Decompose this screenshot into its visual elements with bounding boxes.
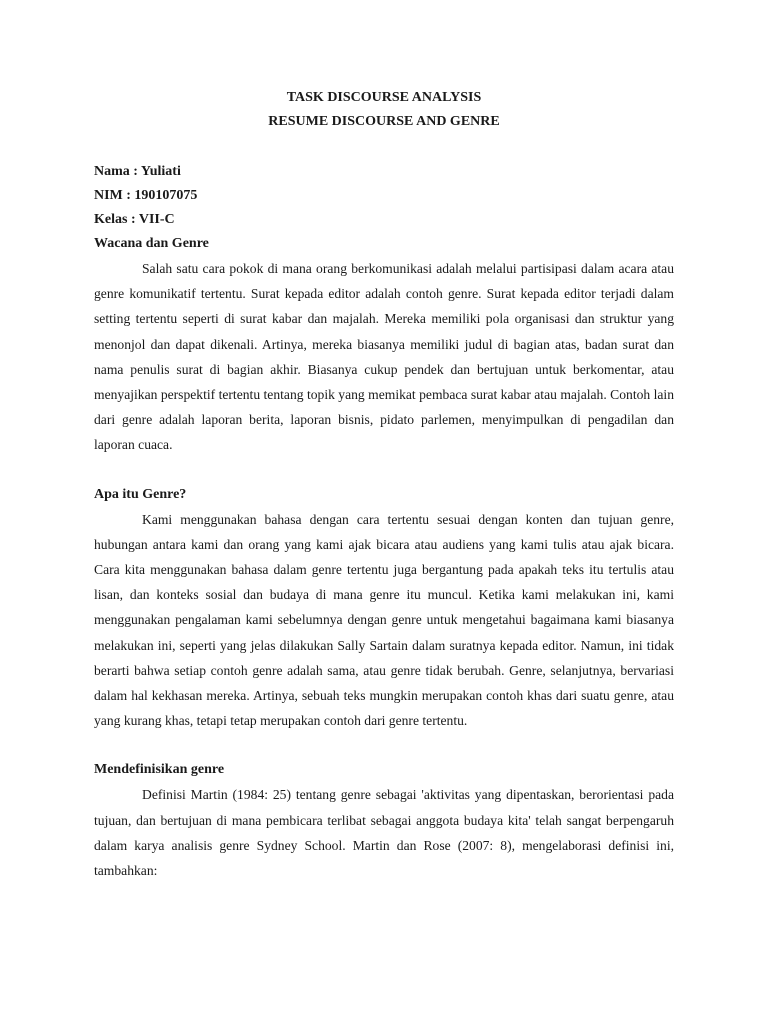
document-subtitle: RESUME DISCOURSE AND GENRE: [268, 114, 500, 129]
student-info: [94, 160, 674, 232]
student-name: Nama : Yuliati: [94, 164, 181, 179]
section-heading-wacana: Wacana dan Genre: [94, 236, 209, 251]
section-paragraph-apa-itu-genre: Kami menggunakan bahasa dengan cara tertentu sesuai dengan konten dan tujuan genre, hubungan antara kami dan orang yang kami ajak bicara atau audiens yang kami tulis atau ajak bicara. Cara kita menggunakan bahasa dalam genre tertentu juga bergantung pada apakah teks itu tertulis atau lisan, dan konteks sosial dan budaya di mana genre itu muncul. Ketika kami melakukan ini, kami menggunakan pengalaman kami sebelumnya dengan genre untuk mengetahui bagaimana kami biasanya melakukan ini, seperti yang jelas dilakukan Sally Sartain dalam suratnya kepada editor. Namun, ini tidak berarti bahwa setiap contoh genre adalah sama, atau genre tidak berubah. Genre, selanjutnya, bervariasi dalam hal kekhasan mereka. Artinya, sebuah teks mungkin merupakan contoh khas dari suatu genre, atau yang kurang khas, tetapi tetap merupakan contoh dari genre tertentu.: [94, 511, 674, 729]
section-paragraph-mendefinisikan: Definisi Martin (1984: 25) tentang genre sebagai 'aktivitas yang dipentaskan, berorientasi pada tujuan, dan bertujuan di mana pembicara terlibat sebagai anggota budaya kita' telah sangat berpengaruh dalam karya analisis genre Sydney School. Martin dan Rose (2007: 8), mengelaborasi definisi ini, tambahkan:: [94, 787, 674, 879]
section-spacer: [94, 458, 674, 483]
section-heading-mendefinisikan: Mendefinisikan genre: [94, 762, 225, 778]
student-nim: NIM : 190107075: [94, 188, 198, 203]
section-paragraph-wacana: Salah satu cara pokok di mana orang berkomunikasi adalah melalui partisipasi dalam acara atau genre komunikatif tertentu. Surat kepada editor adalah contoh genre. Surat kepada editor terjadi dalam setting tertentu seperti di surat kabar dan majalah. Mereka memiliki pola organisasi dan struktur yang menonjol dan dapat dikenali. Artinya, mereka biasanya memiliki judul di bagian atas, badan surat dan nama penulis surat di bagian akhir. Biasanya cukup pendek dan bertujuan untuk berkomentar, atau menyajikan perspektif tertentu tentang topik yang memikat pembaca surat kabar atau majalah. Contoh lain dari genre adalah laporan berita, laporan bisnis, pidato parlemen, menyimpulkan di pengadilan dan laporan cuaca.: [94, 261, 674, 453]
document-body: [94, 86, 674, 883]
student-class: Kelas : VII-C: [94, 212, 175, 227]
section-spacer: [94, 733, 674, 758]
document-title: TASK DISCOURSE ANALYSIS: [286, 90, 482, 105]
section-heading-apa-itu-genre: Apa itu Genre?: [94, 486, 187, 502]
